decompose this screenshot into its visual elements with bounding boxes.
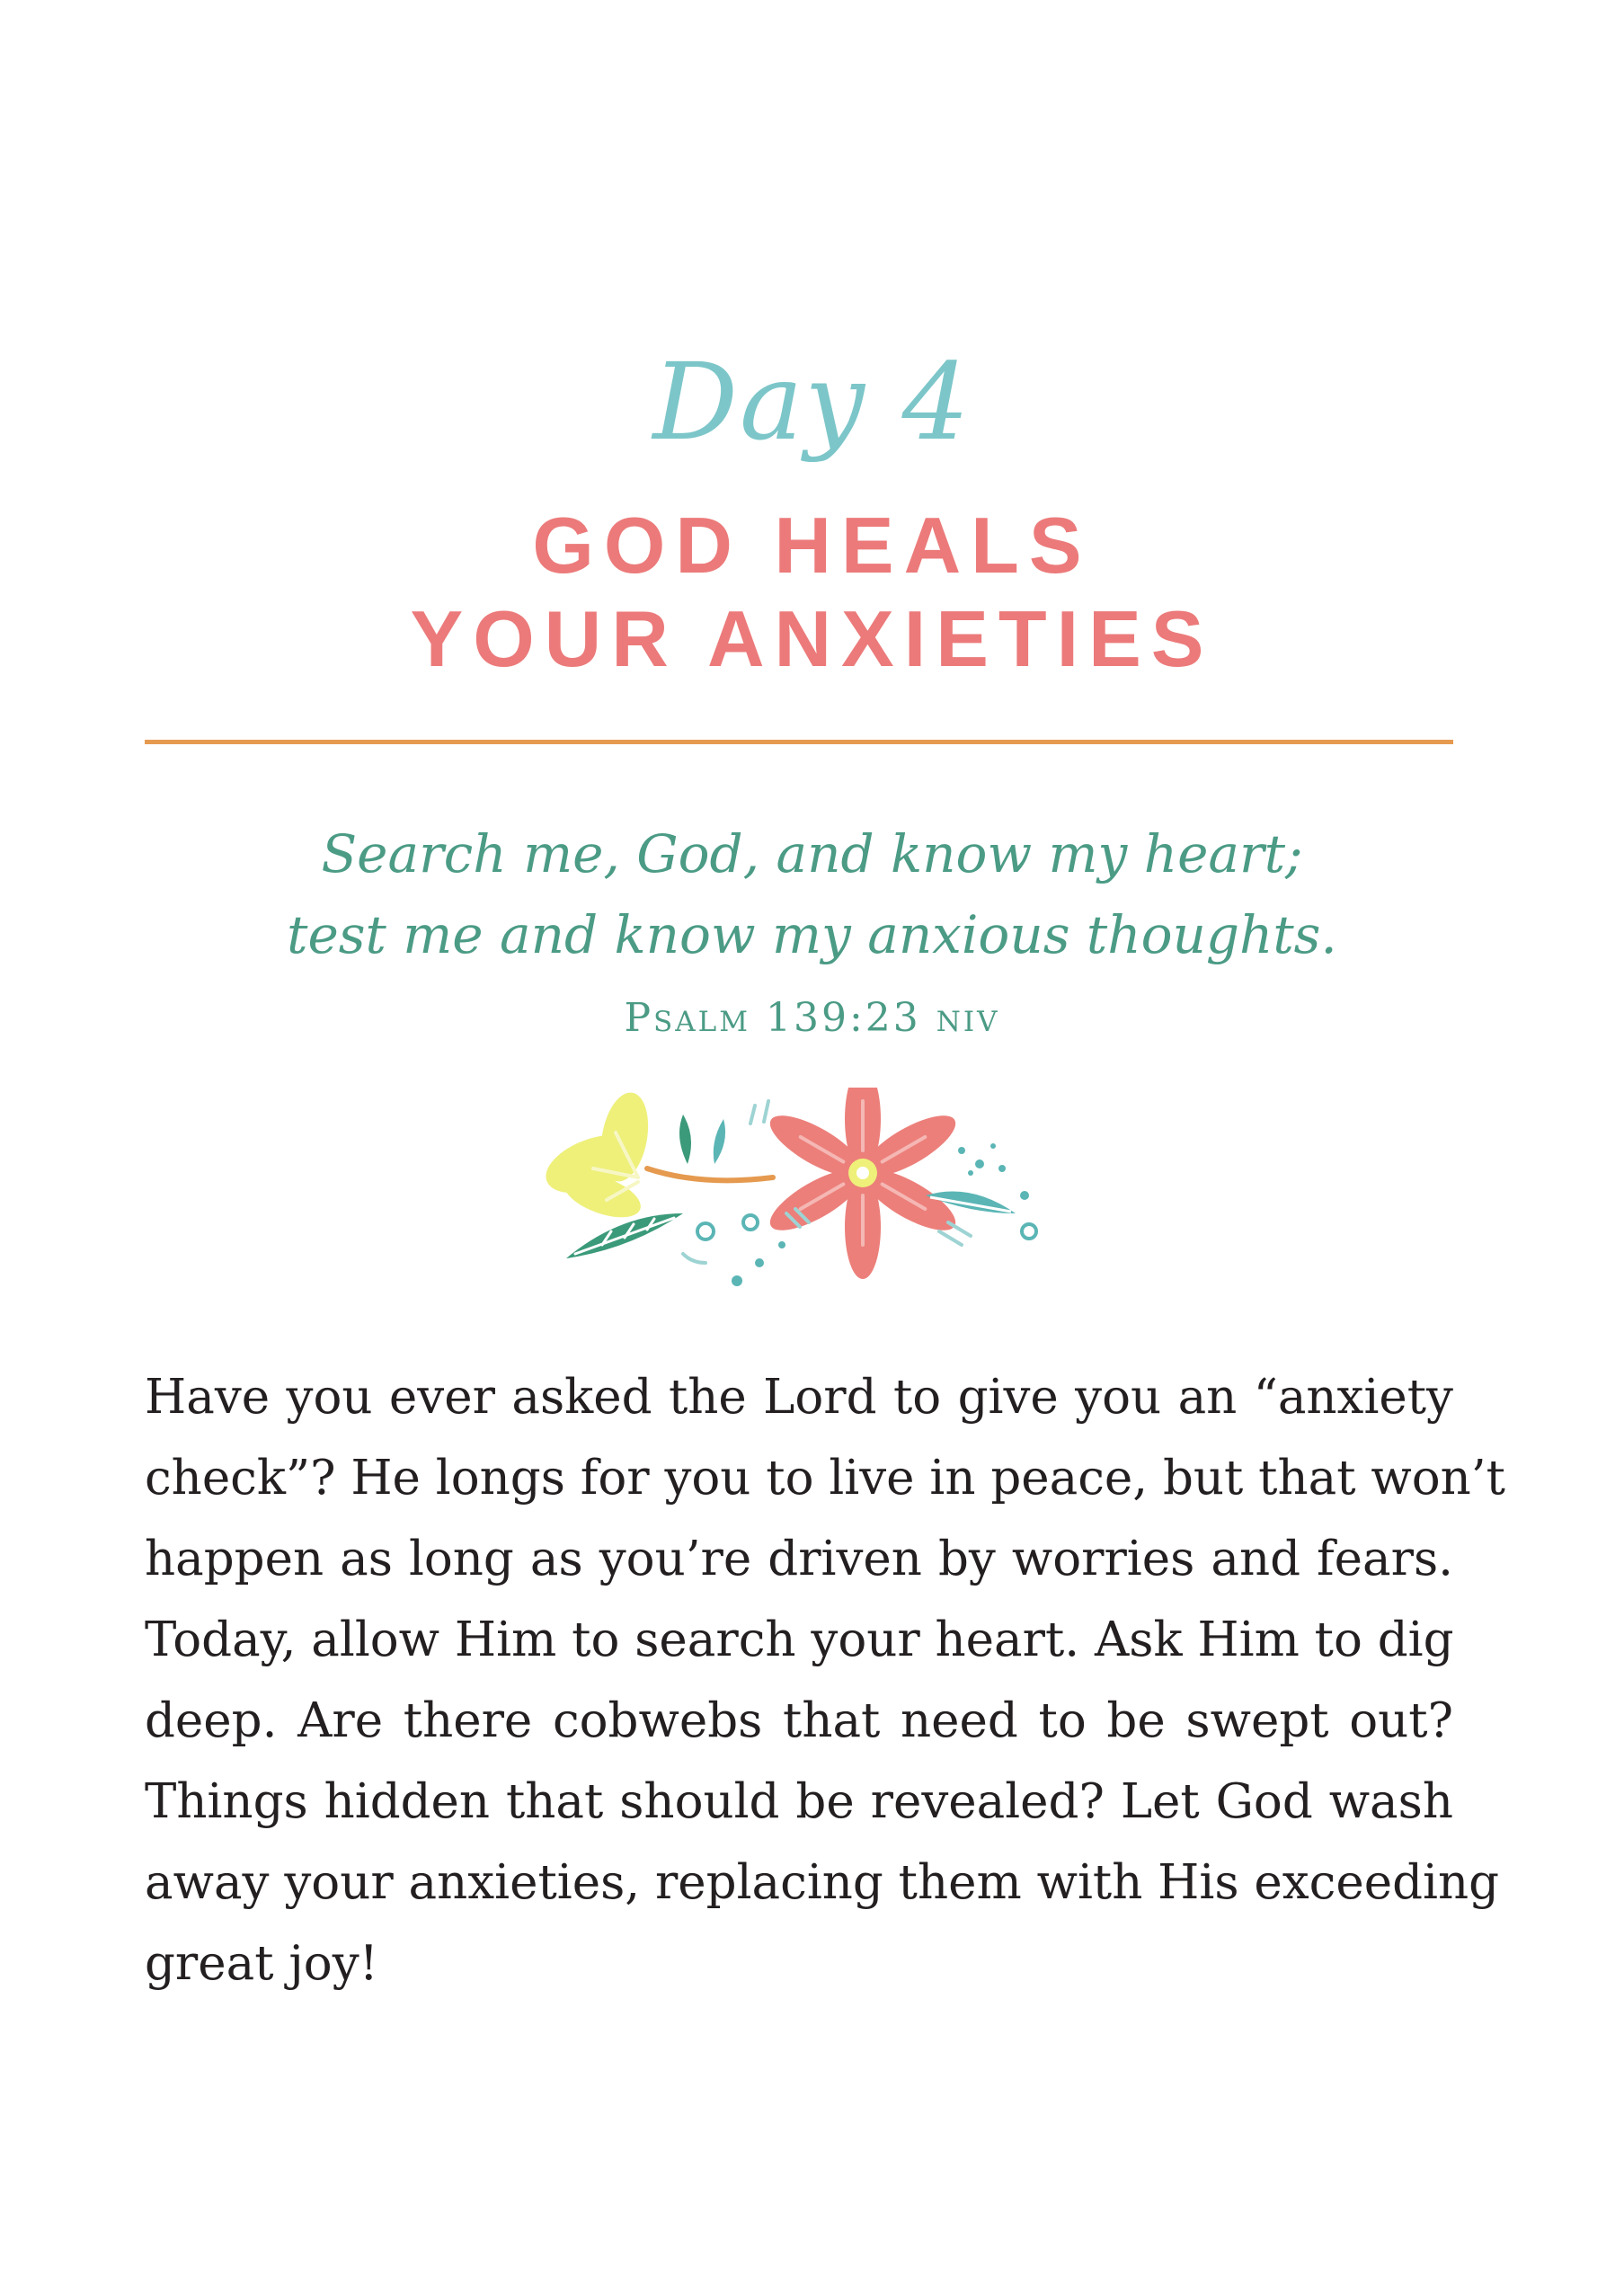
body-line-7: away your anxieties, replacing them with His exceeding <box>145 1855 1500 1910</box>
page-title <box>0 499 1624 686</box>
divider-rule <box>145 740 1453 744</box>
title-line-1: GOD HEALS <box>532 501 1092 590</box>
body-line-4: Today, allow Him to search your heart. Ask Him to dig <box>145 1612 1454 1667</box>
scripture-verse <box>0 813 1624 975</box>
day-label: Day 4 <box>652 340 972 464</box>
verse-line-2: test me and know my anxious thoughts. <box>287 904 1337 965</box>
body-line-1: Have you ever asked the Lord to give you an “anxiety <box>145 1370 1453 1425</box>
body-line-8: great joy! <box>145 1936 378 1991</box>
verse-reference: Psalm 139:23 niv <box>624 995 1000 1041</box>
body-line-3: happen as long as you’re driven by worries and fears. <box>145 1532 1453 1586</box>
devotional-body <box>145 1357 1505 2004</box>
title-line-2: YOUR ANXIETIES <box>410 594 1214 683</box>
floral-ornament-icon <box>539 1088 1060 1312</box>
body-line-6: Things hidden that should be revealed? Let God wash <box>145 1774 1453 1829</box>
body-line-2: check”? He longs for you to live in peace, but that won’t <box>145 1451 1505 1506</box>
body-line-5: deep. Are there cobwebs that need to be swept out? <box>145 1693 1453 1748</box>
verse-line-1: Search me, God, and know my heart; <box>321 823 1303 884</box>
